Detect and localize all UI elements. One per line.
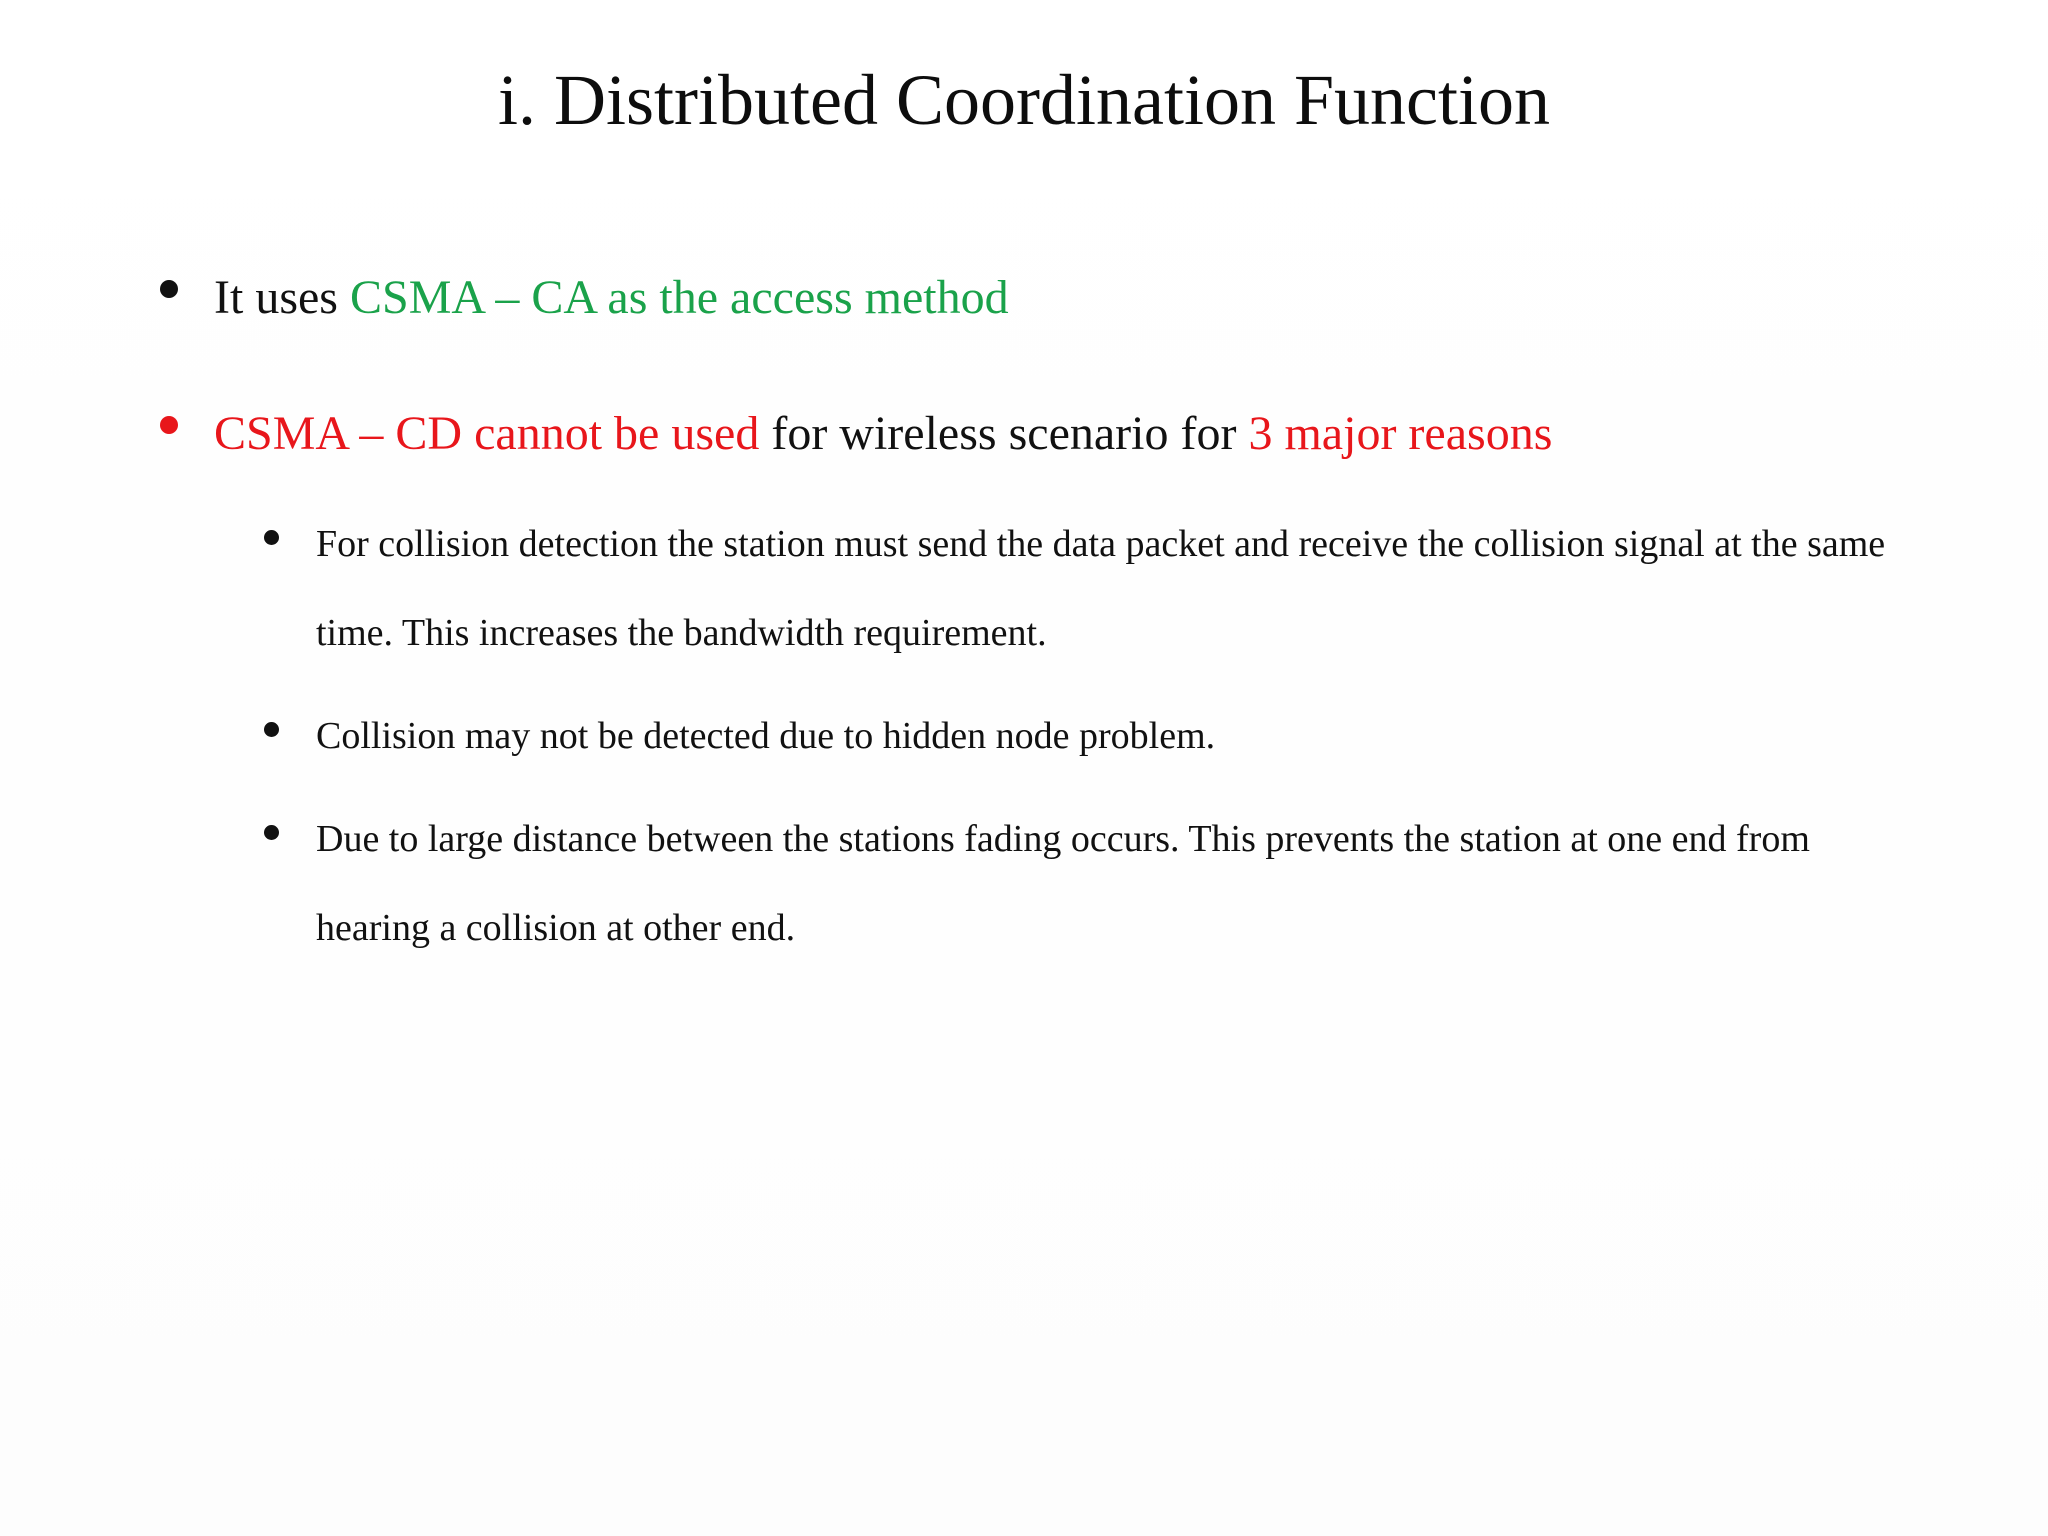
sub-bullet-bandwidth bbox=[264, 500, 1924, 678]
sub-bullet-dot-icon bbox=[264, 722, 279, 737]
sub-bullet-hidden-node bbox=[264, 692, 1924, 781]
slide-title: i. Distributed Coordination Function bbox=[498, 60, 1550, 140]
sub-bullet-fading bbox=[264, 795, 1924, 973]
bullet-dot-icon bbox=[160, 416, 178, 434]
bullet-dot-icon bbox=[160, 280, 178, 298]
bullet-text bbox=[214, 266, 1009, 330]
bullet-text bbox=[214, 402, 1552, 466]
bullet-text-highlight: CSMA – CD cannot be used bbox=[214, 407, 760, 460]
sub-bullet-text: Due to large distance between the stations fading occurs. This prevents the station at one end from hearing a collision at other end. bbox=[316, 818, 1810, 949]
bullet-text-highlight: CSMA – CA as the access method bbox=[349, 271, 1009, 324]
bullet-text-plain: for wireless scenario for bbox=[759, 407, 1249, 460]
sub-bullet-dot-icon bbox=[264, 530, 279, 545]
sub-bullet-dot-icon bbox=[264, 825, 279, 840]
bullet-text-highlight: 3 major reasons bbox=[1248, 407, 1553, 460]
sub-bullet-text: Collision may not be detected due to hidden node problem. bbox=[316, 715, 1216, 757]
bullet-text-plain: It uses bbox=[214, 271, 350, 324]
sub-bullet-text: For collision detection the station must send the data packet and receive the collision signal at the same time. This increases the bandwidth requirement. bbox=[316, 523, 1886, 654]
